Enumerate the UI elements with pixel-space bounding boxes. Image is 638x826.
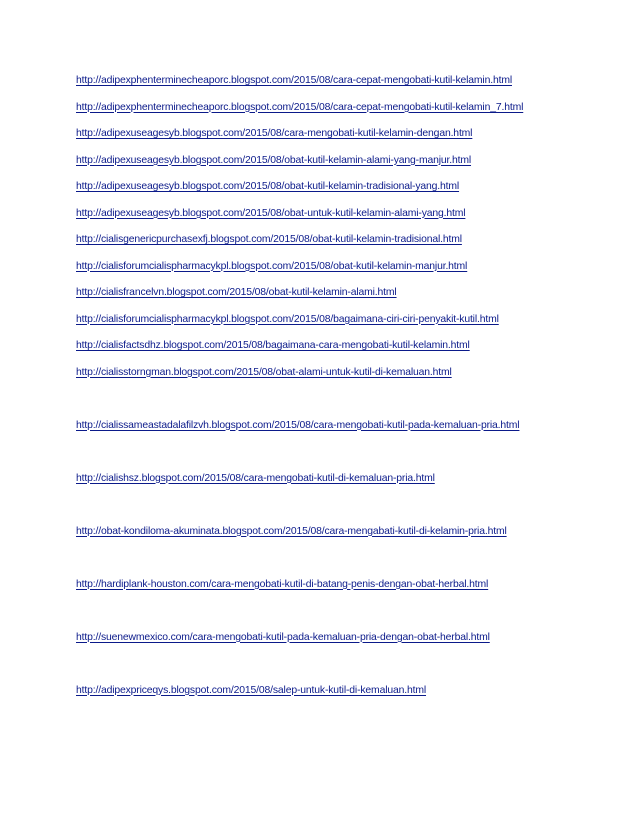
list-item xyxy=(76,229,616,256)
list-item xyxy=(76,176,616,203)
list-item xyxy=(76,521,616,574)
url-link[interactable]: http://adipexuseagesyb.blogspot.com/2015/08/obat-untuk-kutil-kelamin-alami-yang.html xyxy=(76,207,466,219)
url-link[interactable]: http://adipexuseagesyb.blogspot.com/2015/08/obat-kutil-kelamin-alami-yang-manjur.html xyxy=(76,154,472,166)
url-link[interactable]: http://cialisforumcialispharmacykpl.blogspot.com/2015/08/bagaimana-ciri-ciri-penyakit-kutil.html xyxy=(76,313,499,325)
url-link[interactable]: http://suenewmexico.com/cara-mengobati-kutil-pada-kemaluan-pria-dengan-obat-herbal.html xyxy=(76,631,490,643)
url-link[interactable]: http://cialisfactsdhz.blogspot.com/2015/08/bagaimana-cara-mengobati-kutil-kelamin.html xyxy=(76,340,470,351)
list-item xyxy=(76,362,616,415)
list-item xyxy=(76,574,616,627)
url-link[interactable]: http://cialisstorngman.blogspot.com/2015/08/obat-alami-untuk-kutil-di-kemaluan.html xyxy=(76,366,452,378)
list-item xyxy=(76,468,616,521)
url-link[interactable]: http://adipexpriceqys.blogspot.com/2015/08/salep-untuk-kutil-di-kemaluan.html xyxy=(76,684,427,696)
list-item xyxy=(76,335,616,362)
url-link[interactable]: http://adipexphenterminecheaporc.blogspot.com/2015/08/cara-cepat-mengobati-kutil-kelamin.html xyxy=(76,75,512,86)
url-link[interactable]: http://hardiplank-houston.com/cara-mengobati-kutil-di-batang-penis-dengan-obat-herbal.html xyxy=(76,578,489,590)
list-item xyxy=(76,150,616,177)
list-item xyxy=(76,309,616,336)
url-link[interactable]: http://cialisgenericpurchasexfj.blogspot.com/2015/08/obat-kutil-kelamin-tradisional.html xyxy=(76,234,462,245)
list-item xyxy=(76,70,616,97)
list-item xyxy=(76,680,616,707)
link-list xyxy=(76,70,616,706)
url-link[interactable]: http://adipexuseagesyb.blogspot.com/2015/08/obat-kutil-kelamin-tradisional-yang.html xyxy=(76,181,460,192)
list-item xyxy=(76,415,616,468)
list-item xyxy=(76,627,616,680)
list-item xyxy=(76,123,616,150)
list-item xyxy=(76,256,616,283)
url-link[interactable]: http://obat-kondiloma-akuminata.blogspot.com/2015/08/cara-mengabati-kutil-di-kelamin-pria.html xyxy=(76,525,507,537)
url-link[interactable]: http://cialissameastadalafilzvh.blogspot.com/2015/08/cara-mengobati-kutil-pada-kemaluan-pria.html xyxy=(76,419,520,431)
list-item xyxy=(76,203,616,230)
url-link[interactable]: http://adipexphenterminecheaporc.blogspot.com/2015/08/cara-cepat-mengobati-kutil-kelamin_7.html xyxy=(76,101,524,113)
list-item xyxy=(76,282,616,309)
url-link[interactable]: http://cialisfrancelvn.blogspot.com/2015/08/obat-kutil-kelamin-alami.html xyxy=(76,287,397,298)
list-item xyxy=(76,97,616,124)
url-link[interactable]: http://adipexuseagesyb.blogspot.com/2015/08/cara-mengobati-kutil-kelamin-dengan.html xyxy=(76,128,473,139)
url-link[interactable]: http://cialishsz.blogspot.com/2015/08/cara-mengobati-kutil-di-kemaluan-pria.html xyxy=(76,472,435,484)
url-link[interactable]: http://cialisforumcialispharmacykpl.blogspot.com/2015/08/obat-kutil-kelamin-manjur.html xyxy=(76,260,468,272)
